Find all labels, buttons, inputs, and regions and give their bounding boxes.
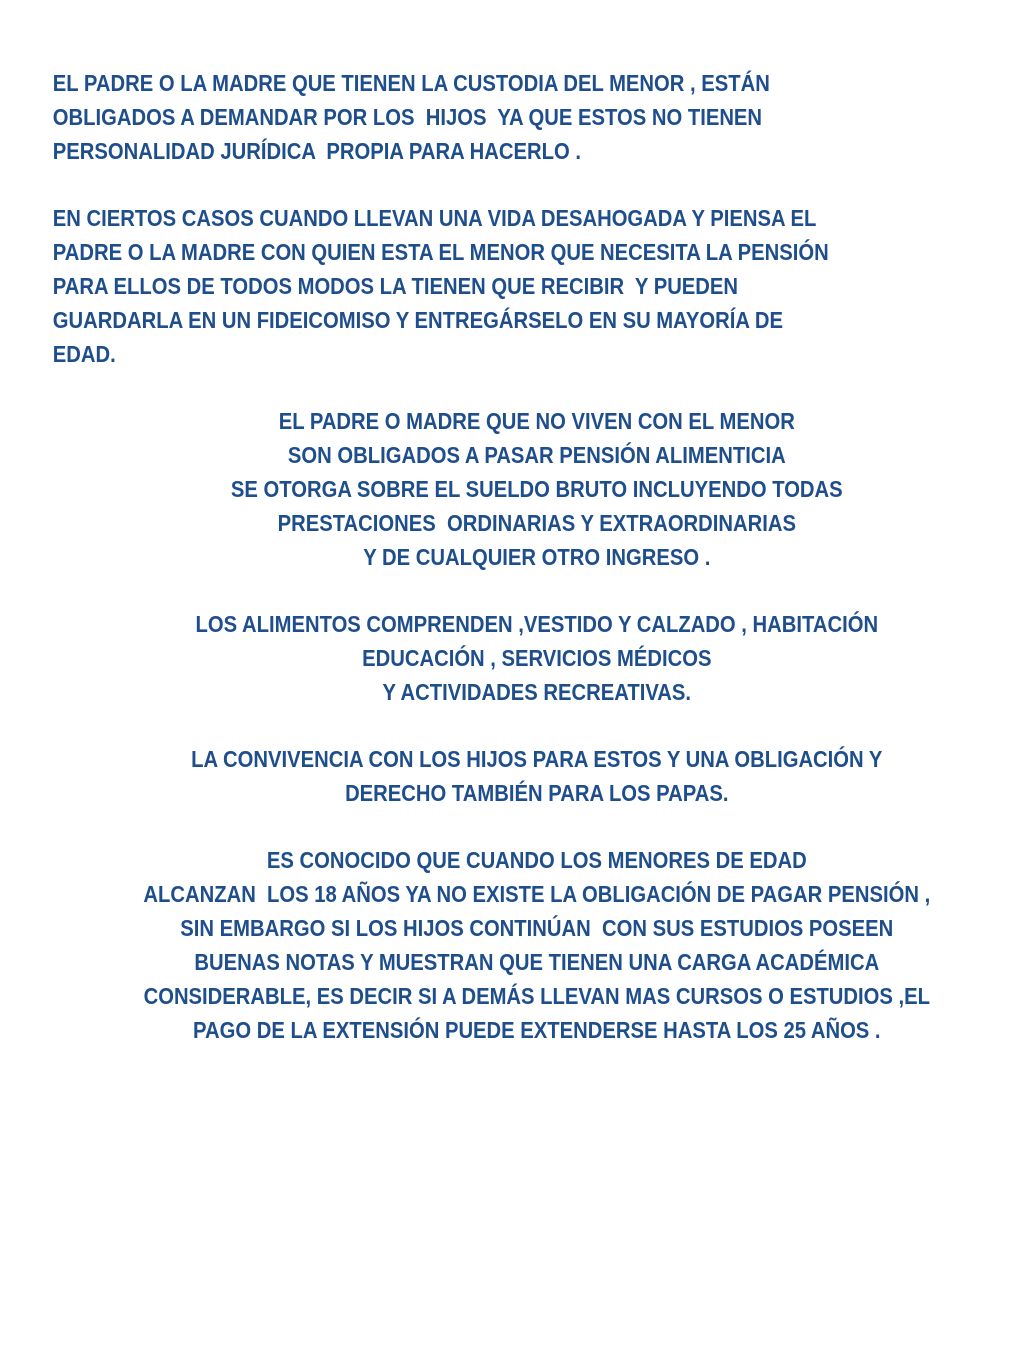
paragraph-edad — [53, 843, 1021, 1047]
text-line: DERECHO TAMBIÉN PARA LOS PAPAS. — [345, 780, 729, 806]
text-line: PADRE O LA MADRE CON QUIEN ESTA EL MENOR QUE NECESITA LA PENSIÓN — [52, 239, 829, 265]
text-line: PRESTACIONES ORDINARIAS Y EXTRAORDINARIAS — [277, 510, 797, 536]
paragraph-trust — [53, 201, 1021, 371]
text-line: CONSIDERABLE, ES DECIR SI A DEMÁS LLEVAN MAS CURSOS O ESTUDIOS ,EL — [143, 983, 931, 1009]
text-line: OBLIGADOS A DEMANDAR POR LOS HIJOS YA QUE ESTOS NO TIENEN — [52, 104, 763, 130]
text-line: PARA ELLOS DE TODOS MODOS LA TIENEN QUE RECIBIR Y PUEDEN — [52, 273, 739, 299]
paragraph-convivencia — [53, 742, 1021, 810]
text-line: EN CIERTOS CASOS CUANDO LLEVAN UNA VIDA DESAHOGADA Y PIENSA EL — [52, 205, 817, 231]
text-line: Y DE CUALQUIER OTRO INGRESO . — [363, 544, 711, 570]
text-line: SIN EMBARGO SI LOS HIJOS CONTINÚAN CON SUS ESTUDIOS POSEEN — [180, 915, 894, 941]
text-line: ES CONOCIDO QUE CUANDO LOS MENORES DE EDAD — [266, 847, 807, 873]
text-line: SE OTORGA SOBRE EL SUELDO BRUTO INCLUYENDO TODAS — [230, 476, 843, 502]
text-line: Y ACTIVIDADES RECREATIVAS. — [382, 679, 692, 705]
paragraph-alimentos — [53, 607, 1021, 709]
text-line: PERSONALIDAD JURÍDICA PROPIA PARA HACERLO . — [52, 138, 581, 164]
text-line: ALCANZAN LOS 18 AÑOS YA NO EXISTE LA OBLIGACIÓN DE PAGAR PENSIÓN , — [143, 881, 931, 907]
text-line: BUENAS NOTAS Y MUESTRAN QUE TIENEN UNA CARGA ACADÉMICA — [194, 949, 880, 975]
text-line: LA CONVIVENCIA CON LOS HIJOS PARA ESTOS Y UNA OBLIGACIÓN Y — [191, 746, 883, 772]
text-line: LOS ALIMENTOS COMPRENDEN ,VESTIDO Y CALZADO , HABITACIÓN — [195, 611, 879, 637]
text-line: EDAD. — [52, 341, 116, 367]
text-line: EL PADRE O MADRE QUE NO VIVEN CON EL MENOR — [278, 408, 795, 434]
text-line: GUARDARLA EN UN FIDEICOMISO Y ENTREGÁRSELO EN SU MAYORÍA DE — [52, 307, 784, 333]
text-line: PAGO DE LA EXTENSIÓN PUEDE EXTENDERSE HASTA LOS 25 AÑOS . — [193, 1017, 881, 1043]
text-line: EDUCACIÓN , SERVICIOS MÉDICOS — [362, 645, 712, 671]
paragraph-custody — [53, 66, 1021, 168]
text-line: SON OBLIGADOS A PASAR PENSIÓN ALIMENTICIA — [287, 442, 786, 468]
paragraph-obligation — [53, 404, 1021, 574]
text-line: EL PADRE O LA MADRE QUE TIENEN LA CUSTODIA DEL MENOR , ESTÁN — [52, 70, 770, 96]
document-body — [53, 66, 1021, 1080]
